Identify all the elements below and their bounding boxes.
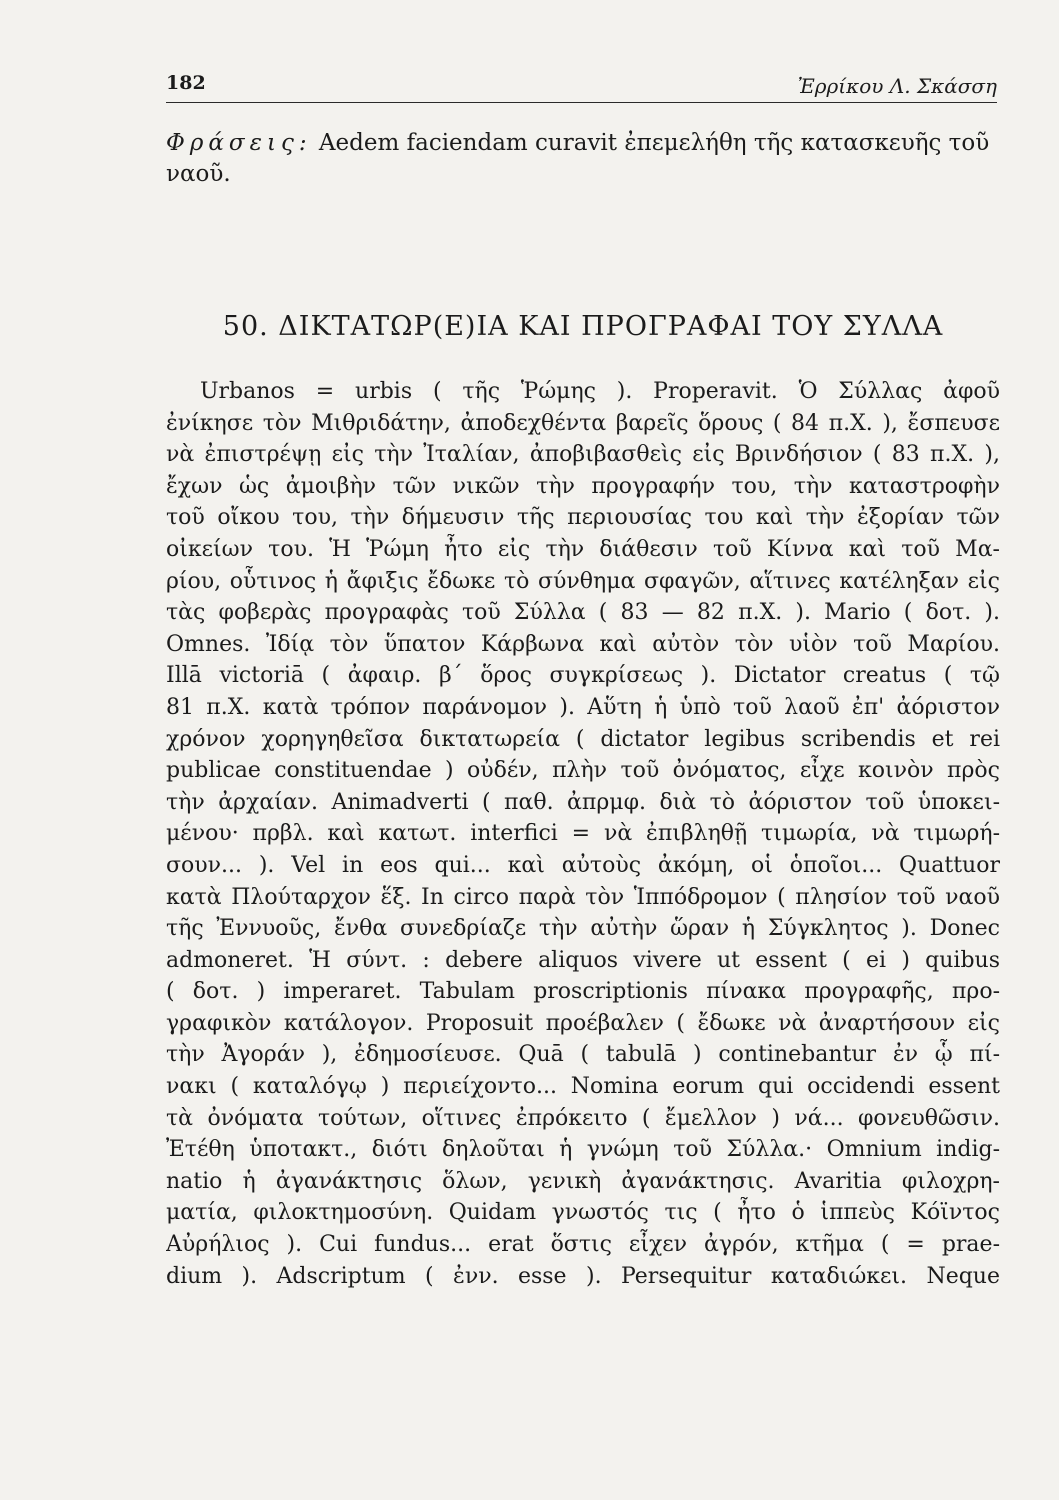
body-line: τοῦ οἴκου του, τὴν δήμευσιν τῆς περιουσίας του καὶ τὴν ἐξορίαν τῶν [166, 505, 1000, 531]
section-heading: 50. ΔΙΚΤΑΤΩΡ(Ε)ΙΑ ΚΑΙ ΠΡΟΓΡΑΦΑΙ ΤΟΥ ΣΥΛΛΑ [222, 311, 944, 342]
body-line: Illā victoriā ( ἀφαιρ. β΄ ὅρος συγκρίσεως ). Dictator creatus ( τῷ [166, 663, 1000, 689]
body-line: τὰ ὀνόματα τούτων, οἵτινες ἐπρόκειτο ( ἔμελλον ) νά... φονευθῶσιν. [166, 1105, 1000, 1131]
body-line: publicae constituendae ) οὐδέν, πλὴν τοῦ ὀνόματος, εἶχε κοινὸν πρὸς [166, 758, 1000, 784]
body-line: τῆς Ἐννυοῦς, ἔνθα συνεδρίαζε τὴν αὐτὴν ὥραν ἡ Σύγκλητος ). Donec [166, 916, 1000, 942]
body-line: admoneret. Ἡ σύντ. : debere aliquos vivere ut essent ( ei ) quibus [166, 947, 1000, 973]
body-line: ματία, φιλοκτημοσύνη. Quidam γνωστός τις ( ἦτο ὁ ἱππεὺς Κόϊντος [166, 1200, 1000, 1226]
body-line [166, 1292, 1000, 1324]
body-line: Αὐρήλιος ). Cui fundus... erat ὅστις εἶχεν ἀγρόν, κτῆμα ( = prae- [166, 1232, 1000, 1258]
body-line: Urbanos = urbis ( τῆς Ῥώμης ). Properavit. Ὁ Σύλλας ἀφοῦ [200, 379, 1000, 404]
page-number: 182 [166, 72, 206, 94]
body-line: Omnes. Ἰδίᾳ τὸν ὕπατον Κάρβωνα καὶ αὐτὸν τὸν υἱὸν τοῦ Μαρίου. [166, 631, 1000, 657]
body-line: ἔχων ὡς ἀμοιβὴν τῶν νικῶν τὴν προγραφήν του, τὴν καταστροφὴν [166, 473, 1000, 499]
body-line: dium ). Adscriptum ( ἐνν. esse ). Persequitur καταδιώκει. Neque [166, 1263, 1000, 1289]
body-line: Ἐτέθη ὑποτακτ., διότι δηλοῦται ἡ γνώμη τοῦ Σύλλα.· Omnium indig- [166, 1137, 1000, 1163]
body-line: γραφικὸν κατάλογον. Proposuit προέβαλεν ( ἔδωκε νὰ ἀναρτήσουν εἰς [166, 1010, 1000, 1036]
body-line: μένου· πρβλ. καὶ κατωτ. interfici = νὰ ἐπιβληθῇ τιμωρία, νὰ τιμωρή- [166, 821, 1000, 847]
body-line: natio ἡ ἀγανάκτησις ὅλων, γενικὴ ἀγανάκτησις. Avaritia φιλοχρη- [166, 1168, 1000, 1194]
running-head: Ἐρρίκου Λ. Σκάσση [797, 74, 997, 98]
phrases-text: Aedem faciendam curavit ἐπεμελήθη τῆς κατασκευῆς τοῦ ναοῦ. [166, 130, 990, 187]
body-line: ( δοτ. ) imperaret. Tabulam proscriptionis πίνακα προγραφῆς, προ- [166, 979, 1000, 1005]
body-line: οἰκείων του. Ἡ Ῥώμη ἦτο εἰς τὴν διάθεσιν τοῦ Κίννα καὶ τοῦ Μα- [166, 536, 1000, 562]
body-line: χρόνον χορηγηθεῖσα δικτατωρεία ( dictator legibus scribendis et rei [166, 726, 1000, 752]
body-line: τὰς φοβερὰς προγραφὰς τοῦ Σύλλα ( 83 — 82 π.Χ. ). Mario ( δοτ. ). [166, 600, 1000, 626]
body-line: νακι ( καταλόγῳ ) περιείχοντο... Nomina eorum qui occidendi essent [166, 1074, 1000, 1100]
body-text [166, 376, 1000, 1324]
body-line: ἐνίκησε τὸν Μιθριδάτην, ἀποδεχθέντα βαρεῖς ὅρους ( 84 π.Χ. ), ἔσπευσε [166, 410, 1000, 436]
body-line: κατὰ Πλούταρχον ἕξ. In circo παρὰ τὸν Ἱππόδρομον ( πλησίον τοῦ ναοῦ [166, 884, 1000, 910]
body-line: τὴν Ἀγοράν ), ἐδημοσίευσε. Quā ( tabulā ) continebantur ἐν ᾧ πί- [166, 1042, 1000, 1068]
phrases-paragraph [166, 128, 1000, 190]
body-line: νὰ ἐπιστρέψῃ εἰς τὴν Ἰταλίαν, ἀποβιβασθεὶς εἰς Βρινδήσιον ( 83 π.Χ. ), [166, 442, 1000, 468]
body-line: τὴν ἀρχαίαν. Animadverti ( παθ. ἀπρμφ. διὰ τὸ ἀόριστον τοῦ ὑποκει- [166, 789, 1000, 815]
body-line: σουν... ). Vel in eos qui... καὶ αὐτοὺς ἀκόμη, οἱ ὁποῖοι... Quattuor [166, 852, 1000, 878]
phrases-label: Φράσεις: [166, 130, 312, 156]
page-header [166, 62, 997, 103]
body-line: 81 π.Χ. κατὰ τρόπον παράνομον ). Αὕτη ἡ ὑπὸ τοῦ λαοῦ ἐπ' ἀόριστον [166, 694, 1000, 720]
body-line: ρίου, οὗτινος ἡ ἄφιξις ἔδωκε τὸ σύνθημα σφαγῶν, αἵτινες κατέληξαν εἰς [166, 568, 1000, 594]
